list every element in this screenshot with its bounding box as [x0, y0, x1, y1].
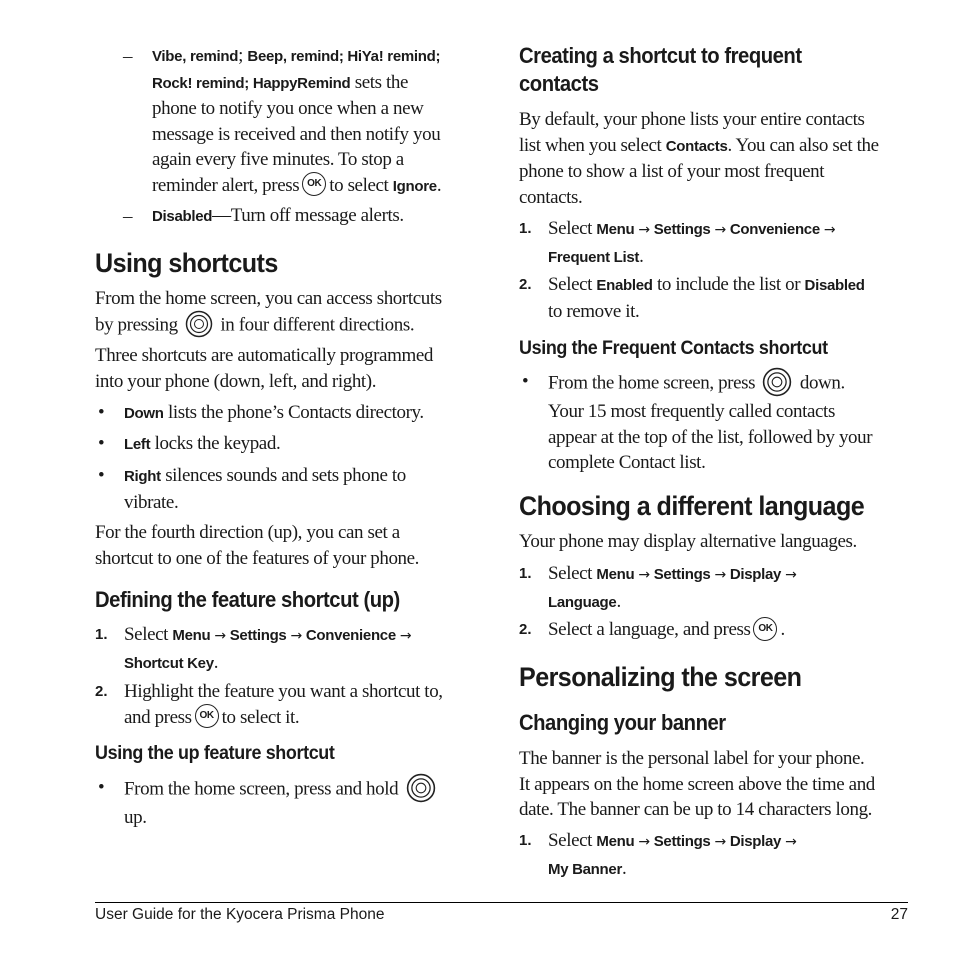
section-title-defining-shortcut: Defining the feature shortcut (up) — [95, 587, 400, 612]
bullet-left: Left locks the keypad. — [124, 433, 281, 454]
step-number: 1. — [519, 832, 532, 849]
section-title-banner: Changing your banner — [519, 710, 726, 735]
using-shortcuts-p3: For the fourth direction (up), you can set a shortcut to one of the features of your phone. — [95, 522, 420, 569]
dash-marker: – — [123, 46, 133, 67]
language-intro: Your phone may display alternative languages. — [519, 531, 857, 552]
bullet: • — [98, 402, 105, 423]
language-step-1: Select Menu → Settings → Display → Language. — [548, 563, 797, 612]
section-title-frequent-contacts: Creating a shortcut to frequent contacts — [519, 43, 802, 96]
frequent-step-2: Select Enabled to include the list or Disabled to remove it. — [548, 274, 865, 322]
step-number: 1. — [95, 626, 108, 643]
using-frequent-bullet: From the home screen, press down. Your 15 most frequently called contacts appear at the top of the list, followed by your complete Contact list. — [548, 369, 918, 476]
ok-key-icon: OK — [302, 172, 326, 196]
section-title-using-shortcuts: Using shortcuts — [95, 248, 278, 278]
navigation-key-icon — [406, 773, 436, 803]
bullet: • — [98, 433, 105, 454]
ok-key-icon: OK — [195, 704, 219, 728]
bullet: • — [522, 371, 529, 392]
dash-marker: – — [123, 206, 133, 227]
footer-rule — [95, 902, 908, 903]
defining-step-1: Select Menu → Settings → Convenience → Shortcut Key. — [124, 624, 412, 673]
navigation-key-icon — [185, 310, 213, 338]
defining-step-2: Highlight the feature you want a shortcut to, and press OK to select it. — [124, 681, 443, 728]
subsection-title-using-frequent: Using the Frequent Contacts shortcut — [519, 337, 828, 359]
banner-intro: The banner is the personal label for your phone. It appears on the home screen above the time and date. The banner can be up to 14 characters long. — [519, 748, 875, 820]
frequent-step-1: Select Menu → Settings → Convenience → Frequent List. — [548, 218, 836, 267]
footer-title: User Guide for the Kyocera Prisma Phone — [95, 906, 385, 923]
using-shortcuts-p2: Three shortcuts are automatically programmed into your phone (down, left, and right). — [95, 345, 433, 392]
step-number: 1. — [519, 565, 532, 582]
using-up-bullet: From the home screen, press and hold up. — [124, 775, 494, 831]
using-shortcuts-intro: From the home screen, you can access shortcuts by pressing in four different directions. — [95, 286, 485, 340]
step-number: 2. — [95, 683, 108, 700]
bullet: • — [98, 777, 105, 798]
section-title-language: Choosing a different language — [519, 491, 865, 521]
bullet-right: Right silences sounds and sets phone to vibrate. — [124, 465, 406, 513]
ok-key-icon: OK — [753, 617, 777, 641]
page-number: 27 — [890, 906, 908, 923]
step-number: 2. — [519, 621, 532, 638]
bullet-down: Down lists the phone’s Contacts directory. — [124, 402, 424, 423]
frequent-intro: By default, your phone lists your entire contacts list when you select Contacts. You can also set the phone to show a list of your most frequent contacts. — [519, 109, 879, 208]
notif-item-disabled: Disabled—Turn off message alerts. — [152, 205, 404, 226]
banner-step-1: Select Menu → Settings → Display → My Banner. — [548, 830, 797, 879]
navigation-key-icon — [762, 367, 792, 397]
language-step-2: Select a language, and press OK . — [548, 617, 918, 643]
step-number: 2. — [519, 276, 532, 293]
step-number: 1. — [519, 220, 532, 237]
notif-item-remind: Vibe, remind; Beep, remind; HiYa! remind; Rock! remind; HappyRemind sets the phone to notify you once when a new message is received and then notify you again every five minutes. To stop a reminder alert, press OK to select Ignore. — [152, 45, 442, 196]
section-title-personalizing: Personalizing the screen — [519, 662, 802, 692]
bullet: • — [98, 465, 105, 486]
subsection-title-using-up: Using the up feature shortcut — [95, 742, 335, 764]
